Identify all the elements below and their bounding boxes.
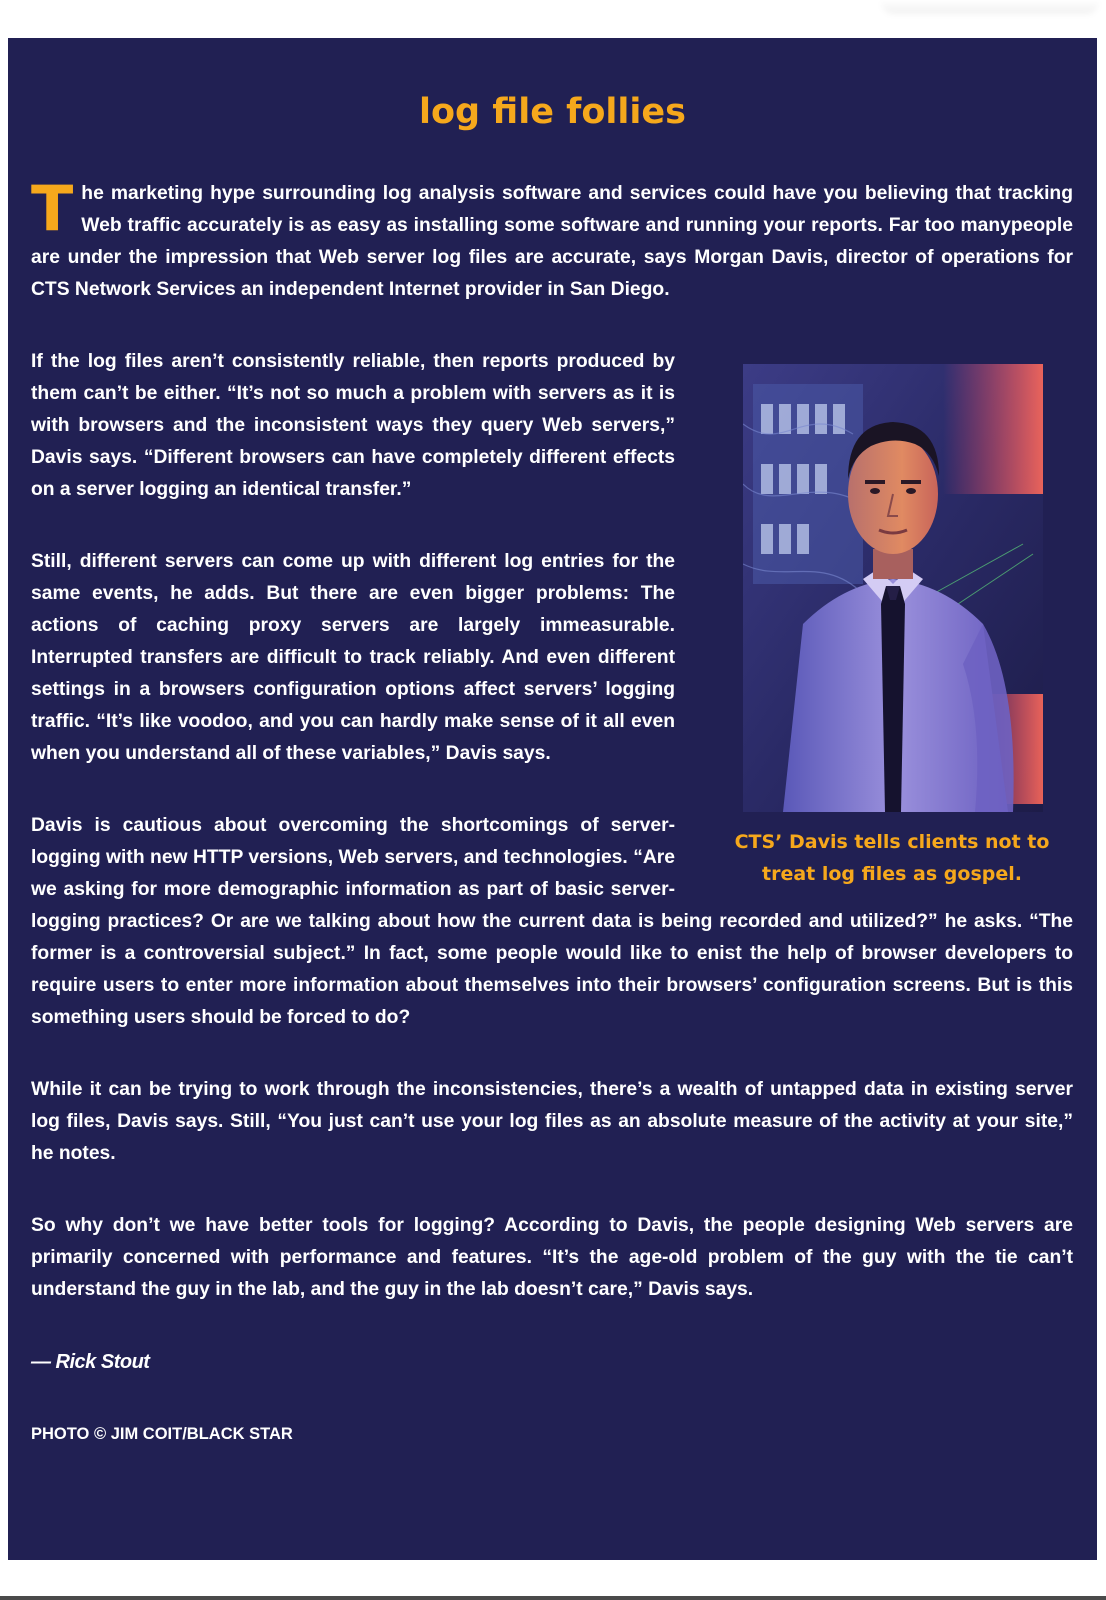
bottom-rule [0,1596,1106,1600]
byline: — Rick Stout [31,1351,150,1373]
paragraph-2: Still, different servers can come up with different log entries for the same events, he adds. But there are even bigger problems: The actions of caching proxy servers are largely immeasurable. Interrupted transfers are difficult to track reliably. And even different settings in a browsers configuration options affect servers’ logging traffic. “It’s like voodoo, and you can hardly make sense of it all even when you understand all of these variables,” Davis says. [31,551,675,764]
article-title: log file follies [419,92,686,132]
photo-figure [705,364,1079,890]
photo-credit: PHOTO © JIM COIT/BLACK STAR [31,1425,293,1443]
portrait-illustration [743,364,1043,812]
photo-caption: CTS’ Davis tells clients not to treat log files as gospel. [734,831,1050,885]
portrait-photo [743,364,1043,812]
intro-paragraph [31,172,1073,306]
paragraph-4: While it can be trying to work through the inconsistencies, there’s a wealth of untapped data in existing server log files, Davis says. Still, “You just can’t use your log files as an absolute measure of the activity at your site,” he notes. [31,1079,1073,1164]
paragraph-3: Davis is cautious about overcoming the shortcomings of server-logging with new HTTP versions, Web servers, and technologies. “Are we asking for more demographic information as part of basic server-logging practices? Or are we talking about how the current data is being recorded and utilized?” he asks. “The former is a controversial subject.” In fact, some people would like to enist the help of browser developers to require users to enter more information about themselves into their browsers’ configuration screens. But is this something users should be forced to do? [31,815,1073,1028]
paragraph-1: If the log files aren’t consistently reliable, then reports produced by them can’t be either. “It’s not so much a problem with servers as it is with browsers and the inconsistent ways they query Web servers,” Davis says. “Different browsers can have completely different effects on a server logging an identical transfer.” [31,351,675,500]
article-panel [8,38,1097,1560]
paragraph-5: So why don’t we have better tools for logging? According to Davis, the people designing Web servers are primarily concerned with performance and features. “It’s the age-old problem of the guy with the tie can’t understand the guy in the lab, and the guy in the lab doesn’t care,” Davis says. [31,1215,1073,1300]
intro-text: he marketing hype surrounding log analysis software and services could have you believing that tracking Web traffic accurately is as easy as installing some software and running your reports. Far too manypeople are under the impression that Web server log files are accurate, says Morgan Davis, director of operations for CTS Network Services an independent Internet provider in San Diego. [31,183,1073,300]
top-shadow [880,0,1100,14]
drop-cap: T [31,172,74,245]
article-body [31,172,1073,1490]
